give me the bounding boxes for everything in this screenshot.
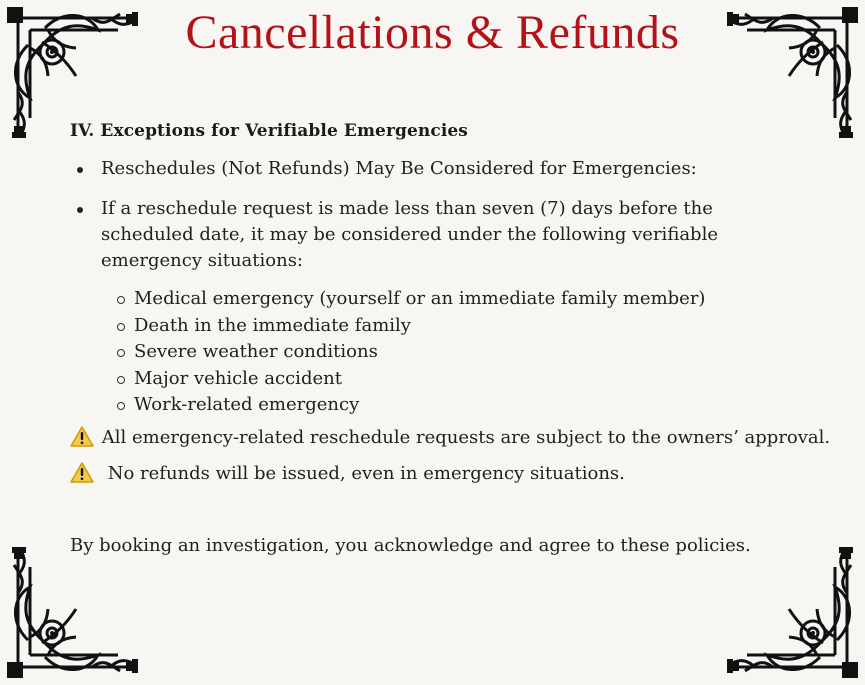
bottom-left-ornament-icon (0, 537, 148, 685)
emergency-vehicle-accident: Major vehicle accident (134, 366, 800, 392)
policy-content (70, 156, 800, 433)
closing-acknowledgement: By booking an investigation, you acknowledge and agree to these policies. (70, 535, 751, 556)
bottom-right-ornament-icon (717, 537, 865, 685)
policy-bullets (70, 156, 800, 419)
bullet-reschedules-not-refunds: Reschedules (Not Refunds) May Be Considered for Emergencies: (101, 156, 800, 182)
emergency-death: Death in the immediate family (134, 313, 800, 339)
emergency-weather: Severe weather conditions (134, 339, 800, 365)
warning-icon (70, 426, 94, 447)
warning-icon (70, 462, 94, 483)
bullet-emergency-timing (101, 196, 800, 419)
bullet-emergency-timing-text: If a reschedule request is made less than seven (7) days before the scheduled date, it may be considered under the following verifiable emergency situations: (101, 198, 718, 272)
emergency-medical: Medical emergency (yourself or an immediate family member) (134, 286, 800, 312)
section-heading: IV. Exceptions for Verifiable Emergencies (70, 121, 468, 141)
warning-no-refunds (70, 462, 625, 485)
page-title: Cancellations & Refunds (185, 6, 680, 59)
emergency-work: Work-related emergency (134, 392, 800, 418)
emergency-situations-list (101, 286, 800, 418)
warning-owner-approval (70, 426, 830, 449)
warning-no-refunds-text: No refunds will be issued, even in emergency situations. (107, 463, 625, 484)
warning-owner-approval-text: All emergency-related reschedule requests are subject to the owners’ approval. (101, 427, 831, 448)
